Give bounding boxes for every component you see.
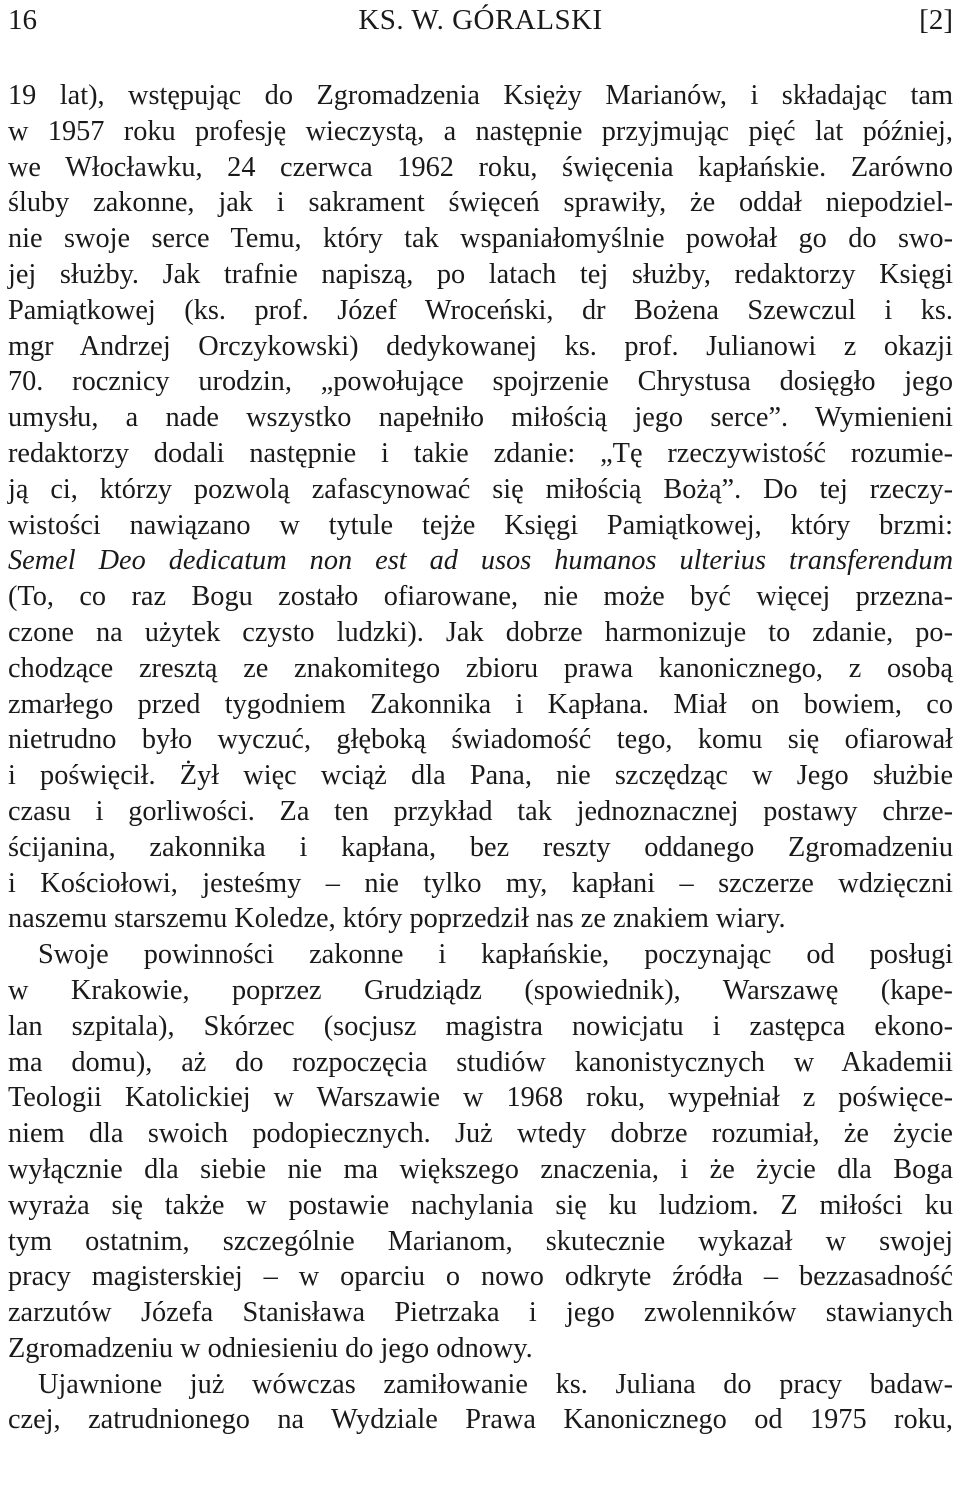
text-line: ją ci, którzy pozwolą zafascynować się miłością Bożą”. Do tej rzeczy- <box>8 473 953 505</box>
text-line: niem dla swoich podopiecznych. Już wtedy dobrze rozumiał, że życie <box>8 1118 953 1150</box>
text-line: 19 lat), wstępując do Zgromadzenia Księży Marianów, i składając tam <box>8 80 953 111</box>
text-line: czej, zatrudnionego na Wydziale Prawa Kanonicznego od 1975 roku, <box>8 1404 953 1436</box>
text-line: nie swoje serce Temu, który tak wspaniałomyślnie powołał go do swo- <box>8 223 953 255</box>
text-line: w 1957 roku profesję wieczystą, a następnie przyjmując pięć lat później, <box>8 115 953 147</box>
body-text <box>8 78 953 1438</box>
text-line: Teologii Katolickiej w Warszawie w 1968 roku, wypełniał z poświęce- <box>8 1082 953 1114</box>
text-line: ścijanina, zakonnika i kapłana, bez reszty oddanego Zgromadzeniu <box>8 831 953 863</box>
text-line: 70. rocznicy urodzin, „powołujące spojrzenie Chrystusa dosięgło jego <box>8 366 953 398</box>
text-line: we Włocławku, 24 czerwca 1962 roku, święcenia kapłańskie. Zarówno <box>8 151 953 183</box>
paragraph-end-line: Zgromadzeniu w odniesieniu do jego odnowy. <box>8 1332 533 1364</box>
text-line: umysłu, a nade wszystko napełniło miłością jego serce”. Wymienieni <box>8 402 953 434</box>
text-line: zarzutów Józefa Stanisława Pietrzaka i jego zwolenników stawianych <box>8 1297 953 1329</box>
text-line: nietrudno było wyczuć, głęboką świadomość tego, komu się ofiarował <box>8 724 953 756</box>
running-title: KS. W. GÓRALSKI <box>358 4 603 36</box>
text-line: tym ostatnim, szczególnie Marianom, skutecznie wykazał w swojej <box>8 1225 953 1257</box>
text-line: czone na użytek czysto ludzki). Jak dobrze harmonizuje to zdanie, po- <box>8 616 953 648</box>
text-line: śluby zakonne, jak i sakrament święceń sprawiły, że oddał niepodziel- <box>8 187 953 219</box>
page-number: 16 <box>8 4 37 36</box>
text-line: lan szpitala), Skórzec (socjusz magistra nowicjatu i zastępca ekono- <box>8 1010 953 1042</box>
text-line: Pamiątkowej (ks. prof. Józef Wroceński, dr Bożena Szewczul i ks. <box>8 294 953 326</box>
paragraph-start-line: Ujawnione już wówczas zamiłowanie ks. Juliana do pracy badaw- <box>38 1368 953 1400</box>
text-line: zmarłego przed tygodniem Zakonnika i Kapłana. Miał on bowiem, co <box>8 688 953 720</box>
text-line: wyraża się także w postawie nachylania się ku ludziom. Z miłości ku <box>8 1189 953 1221</box>
paragraph-end-line: naszemu starszemu Koledze, który poprzedził nas ze znakiem wiary. <box>8 903 786 935</box>
paragraph-start-line: Swoje powinności zakonne i kapłańskie, poczynając od posługi <box>38 939 953 971</box>
text-line: ma domu), aż do rozpoczęcia studiów kanonistycznych w Akademii <box>8 1046 953 1078</box>
text-line: redaktorzy dodali następnie i takie zdanie: „Tę rzeczywistość rozumie- <box>8 437 953 469</box>
text-line: i Kościołowi, jesteśmy – nie tylko my, kapłani – szczerze wdzięczni <box>8 867 953 899</box>
section-marker: [2] <box>919 4 953 36</box>
text-line: mgr Andrzej Orczykowski) dedykowanej ks. prof. Julianowi z okazji <box>8 330 953 362</box>
text-line: wyłącznie dla siebie nie ma większego znaczenia, i że życie dla Boga <box>8 1153 953 1185</box>
latin-title-line: Semel Deo dedicatum non est ad usos humanos ulterius transferendum <box>8 545 953 577</box>
text-line: czasu i gorliwości. Za ten przykład tak jednoznacznej postawy chrze- <box>8 795 953 827</box>
running-header <box>8 0 953 40</box>
text-line: (To, co raz Bogu zostało ofiarowane, nie może być więcej przezna- <box>8 581 953 613</box>
text-line: i poświęcił. Żył więc wciąż dla Pana, nie szczędząc w Jego służbie <box>8 760 953 792</box>
text-line: wistości nawiązano w tytule tejże Księgi Pamiątkowej, który brzmi: <box>8 509 953 541</box>
text-line: w Krakowie, poprzez Grudziądz (spowiednik), Warszawę (kape- <box>8 974 953 1006</box>
text-line: jej służby. Jak trafnie napiszą, po latach tej służby, redaktorzy Księgi <box>8 258 953 290</box>
document-page <box>8 0 953 1438</box>
text-line: chodzące zresztą ze znakomitego zbioru prawa kanonicznego, z osobą <box>8 652 953 684</box>
text-line: pracy magisterskiej – w oparciu o nowo odkryte źródła – bezzasadność <box>8 1261 953 1293</box>
